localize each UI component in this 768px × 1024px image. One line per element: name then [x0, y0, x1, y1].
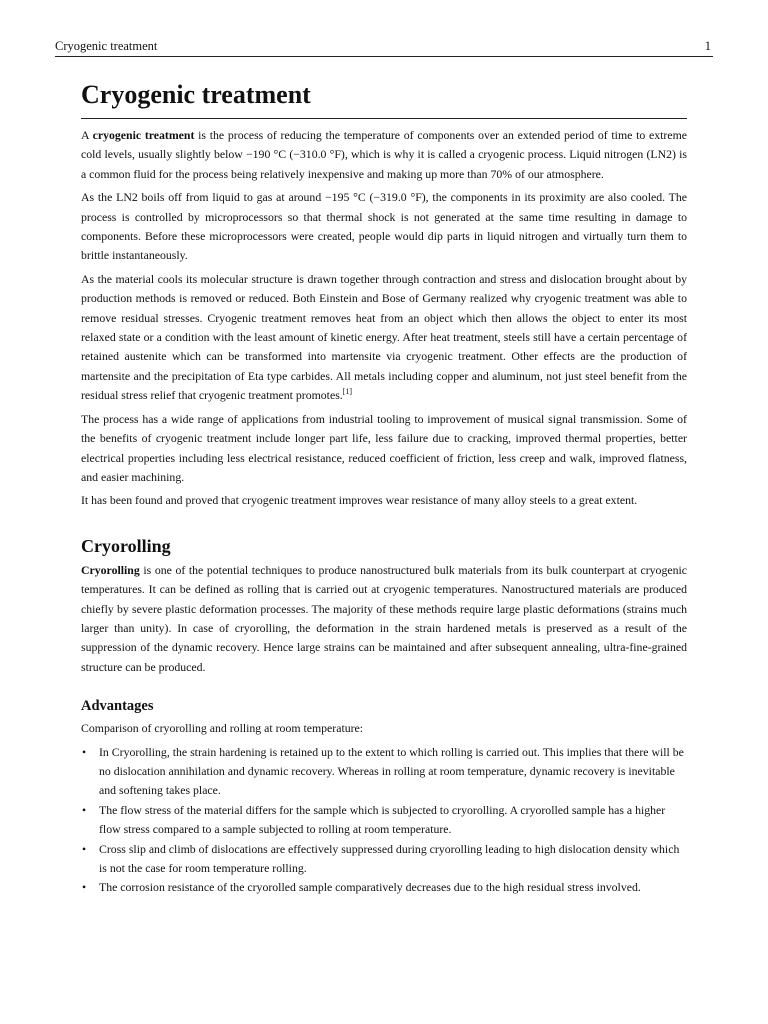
- citation-1-link[interactable]: [1]: [342, 387, 353, 397]
- intro-lead-text: A: [81, 128, 93, 142]
- list-item: • In Cryorolling, the strain hardening is retained up to the extent to which rolling is carried out. This implies that there will be no dislocation annihilation and dynamic recovery. Whereas in rolling at room temperature, dynamic recovery is inevitable and softening takes place.: [81, 743, 687, 801]
- intro-paragraph-3: [81, 270, 687, 406]
- section-heading-advantages: Advantages: [81, 698, 154, 715]
- intro-paragraph-5: It has been found and proved that cryogenic treatment improves wear resistance of many alloy steels to a great extent.: [81, 493, 638, 508]
- term-cryogenic-treatment: cryogenic treatment: [92, 128, 195, 142]
- term-cryorolling: Cryorolling: [81, 562, 140, 577]
- list-item: • The corrosion resistance of the cryorolled sample comparatively decreases due to the high residual stress involved.: [81, 878, 687, 897]
- running-header-title: Cryogenic treatment: [55, 39, 158, 53]
- article-title: Cryogenic treatment: [81, 78, 687, 119]
- list-item: • The flow stress of the material differs for the sample which is subjected to cryorolling. A cryorolled sample has a higher flow stress compared to a sample subjected to rolling at room temperature.: [81, 801, 687, 840]
- intro-p1-text: is the process of reducing the temperature of components over an extended period of time to extreme cold levels, usually slightly below −190 °C (−310.0 °F), which is why it is called a cryogenic process. Liquid nitrogen (LN2) is a common fluid for the process being relatively inexpensive and making up more than 70% of our atmosphere.: [81, 128, 687, 181]
- running-header: [55, 38, 713, 57]
- page-number: 1: [704, 39, 711, 53]
- intro-p3-text: As the material cools its molecular structure is drawn together through contraction and stress and dislocation brought about by production methods is removed or reduced. Both Einstein and Bose of Germany realized why cryogenic treatment was able to remove residual stresses. Cryogenic treatment removes heat from an object which then allows the object to enter its most relaxed state or a condition with the least amount of kinetic energy. After heat treatment, steels still have a certain percentage of retained austenite which can be transformed into martensite via cryogenic treatment. Other effects are the production of martensite and the precipitation of Eta type carbides. All metals including copper and aluminum, not just steel benefit from the residual stress relief that cryogenic treatment promotes.: [81, 271, 687, 403]
- cryorolling-text: is one of the potential techniques to produce nanostructured bulk materials from its bulk counterpart at cryogenic temperatures. It can be defined as rolling that is carried out at cryogenic temperatures. Nanostructured materials are produced chiefly by severe plastic deformation processes. The majority of these methods require large plastic deformations (strains much larger than unity). In case of cryorolling, the deformation in the strain hardened metals is preserved as a result of the suppression of the dynamic recovery. Hence large strains can be maintained and after subsequent annealing, ultra-fine-grained structure can be produced.: [81, 562, 687, 674]
- list-item: • Cross slip and climb of dislocations are effectively suppressed during cryorolling leading to high dislocation density which is not the case for room temperature rolling.: [81, 840, 687, 879]
- cryorolling-paragraph: [81, 561, 687, 677]
- section-heading-cryorolling: Cryorolling: [81, 535, 171, 556]
- intro-paragraph-2: As the LN2 boils off from liquid to gas at around −195 °C (−319.0 °F), the components in its proximity are also cooled. The process is controlled by microprocessors so that thermal shock is not generated at the same time resulting in damage to components. Before these microprocessors were created, people would dip parts in liquid nitrogen and virtually turn them to brittle instantaneously.: [81, 190, 687, 263]
- intro-paragraph-1: [81, 126, 687, 184]
- intro-paragraph-4: The process has a wide range of applications from industrial tooling to improvement of musical signal transmission. Some of the benefits of cryogenic treatment include longer part life, less failure due to cracking, improved thermal properties, better electrical properties including less electrical resistance, reduced coefficient of friction, less creep and walk, improved flatness, and easier machining.: [81, 411, 687, 484]
- advantages-list: [81, 743, 687, 898]
- advantages-intro: Comparison of cryorolling and rolling at room temperature:: [81, 721, 364, 736]
- article-body: [81, 78, 687, 898]
